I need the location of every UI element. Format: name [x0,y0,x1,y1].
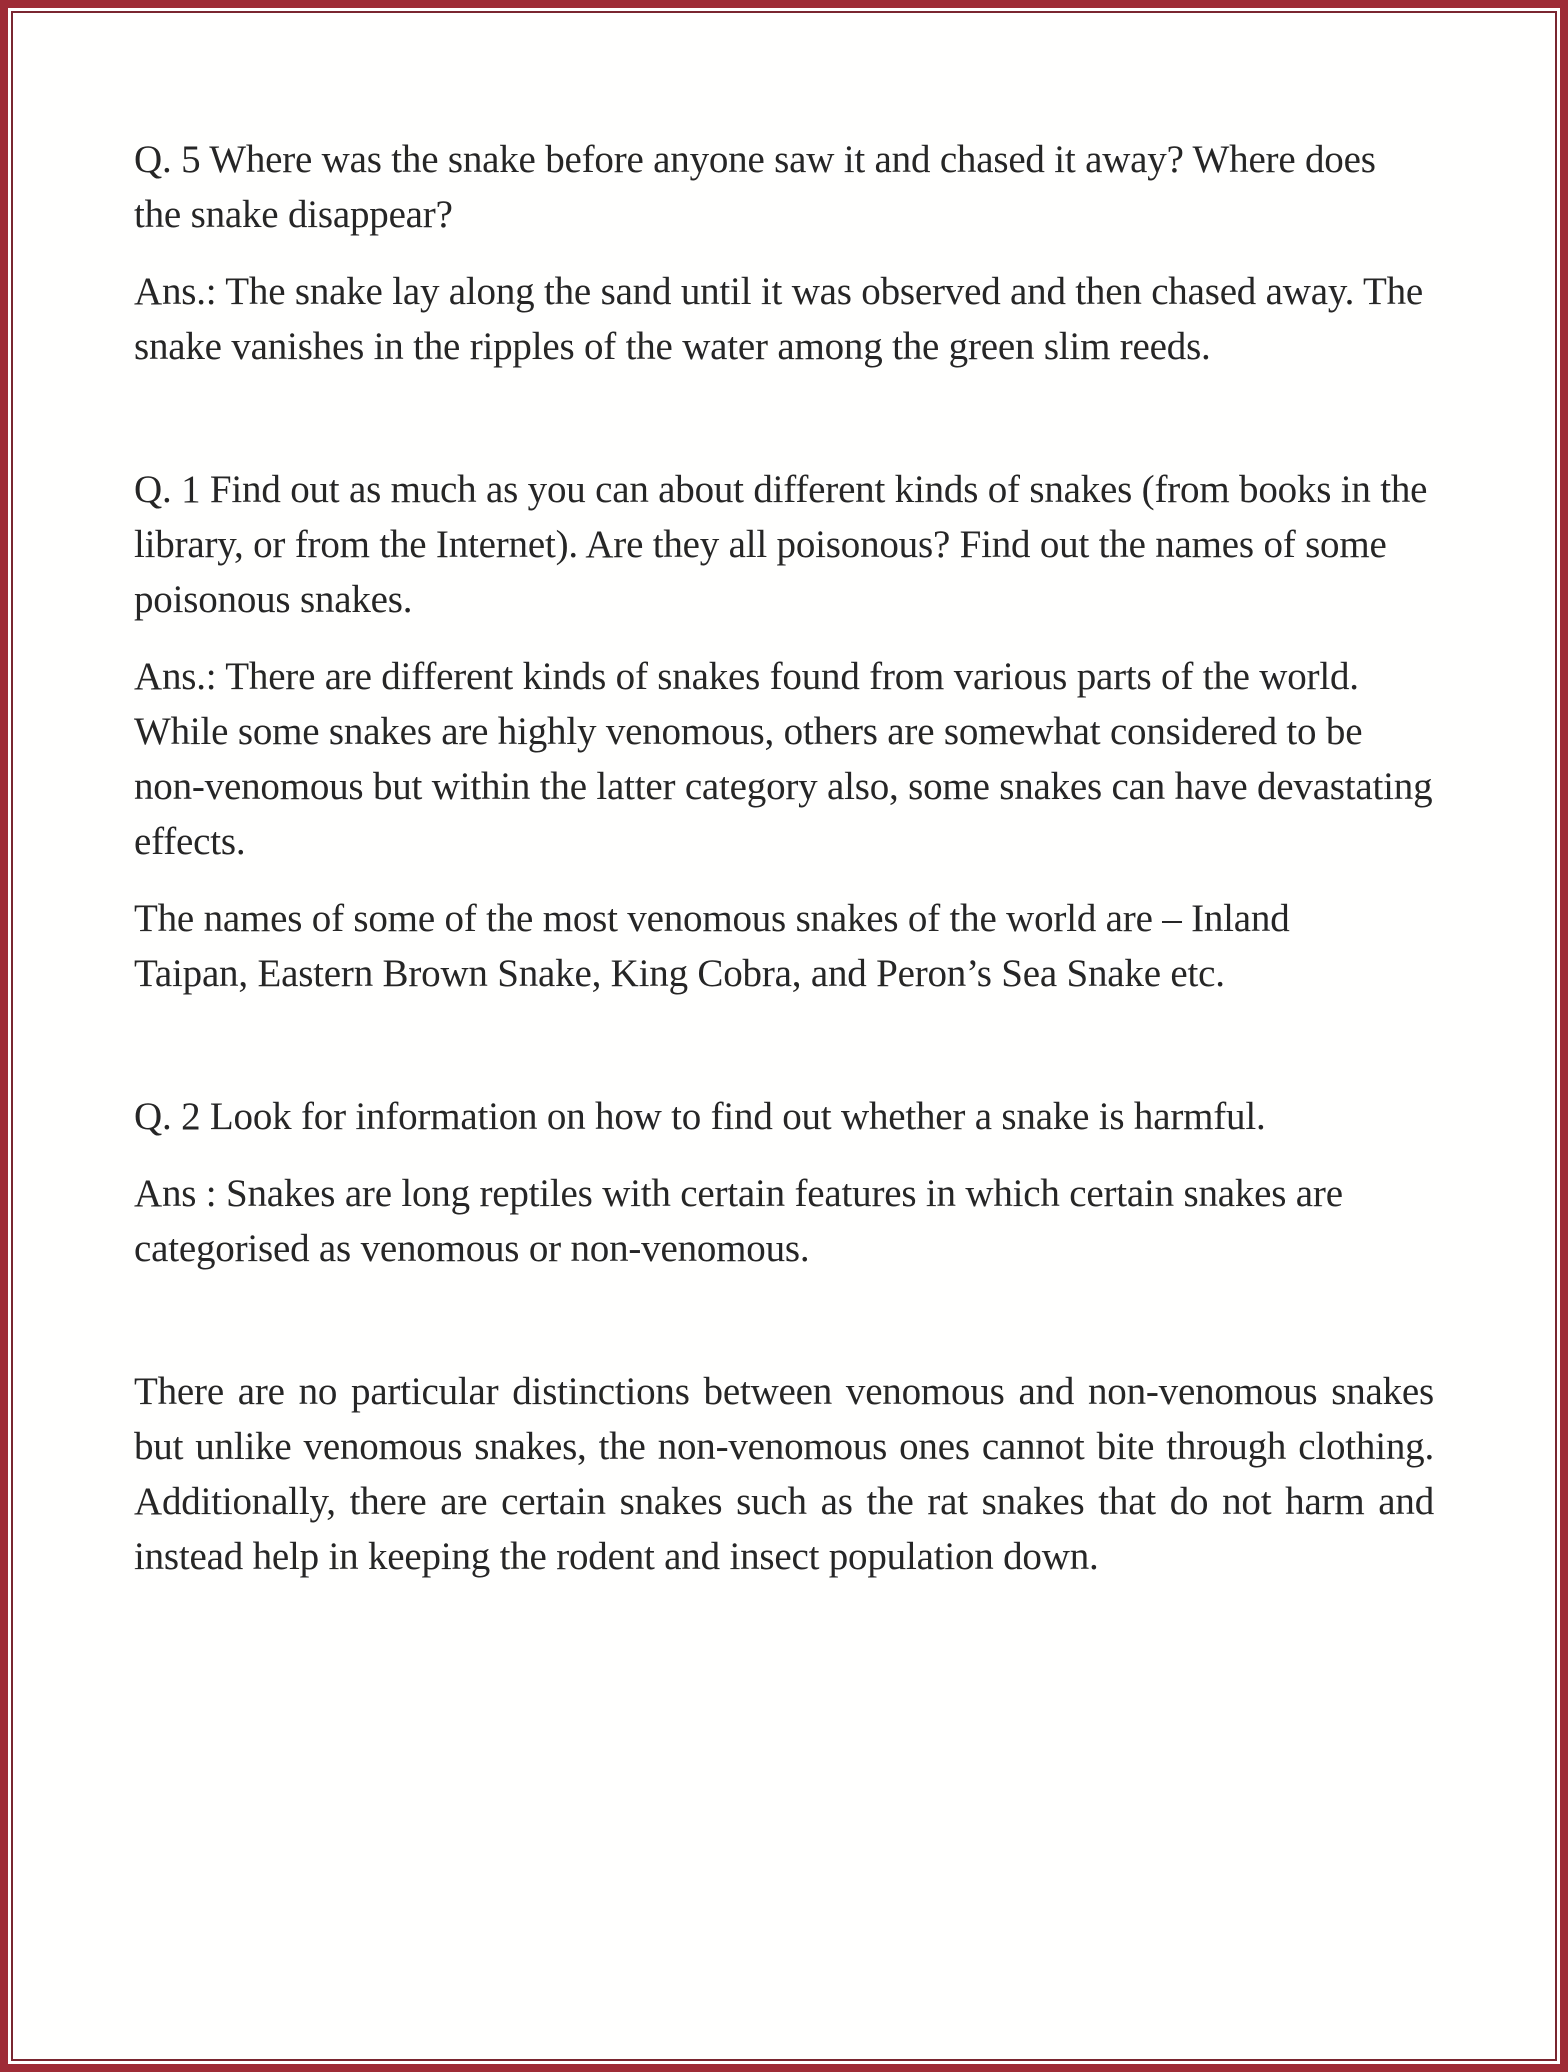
question-q2: Q. 2 Look for information on how to find out whether a snake is harmful. [134,1095,1266,1138]
section-gap [134,1276,1434,1364]
section-gap [134,1001,1434,1089]
spacer [134,242,1434,264]
answer-q1-part1: Ans.: There are different kinds of snakes found from various parts of the world. While some snakes are highly venomous, others are somewhat considered to be non-venomous but within the latter category also, some snakes can have devastating effects. [134,655,1433,863]
question-q1: Q. 1 Find out as much as you can about different kinds of snakes (from books in the library, or from the Internet). Are they all poisonous? Find out the names of some poisonous snakes. [134,468,1428,621]
spacer [134,1144,1434,1166]
document-content [134,132,1434,1584]
question-q5: Q. 5 Where was the snake before anyone saw it and chased it away? Where does the snake disappear? [134,138,1376,236]
spacer [134,627,1434,649]
answer-q2-part2: There are no particular distinctions between venomous and non-venomous snakes but unlike venomous snakes, the non-venomous ones cannot bite through clothing. Additionally, there are certain snakes such as the rat snakes that do not harm and instead help in keeping the rodent and insect population down. [134,1370,1434,1578]
spacer [134,869,1434,891]
answer-q2-part1: Ans : Snakes are long reptiles with certain features in which certain snakes are categorised as venomous or non-venomous. [134,1172,1343,1270]
section-gap [134,374,1434,462]
answer-q1-part2: The names of some of the most venomous snakes of the world are – Inland Taipan, Eastern Brown Snake, King Cobra, and Peron’s Sea Snake etc. [134,897,1290,995]
answer-q5: Ans.: The snake lay along the sand until it was observed and then chased away. The snake vanishes in the ripples of the water among the green slim reeds. [134,270,1424,368]
